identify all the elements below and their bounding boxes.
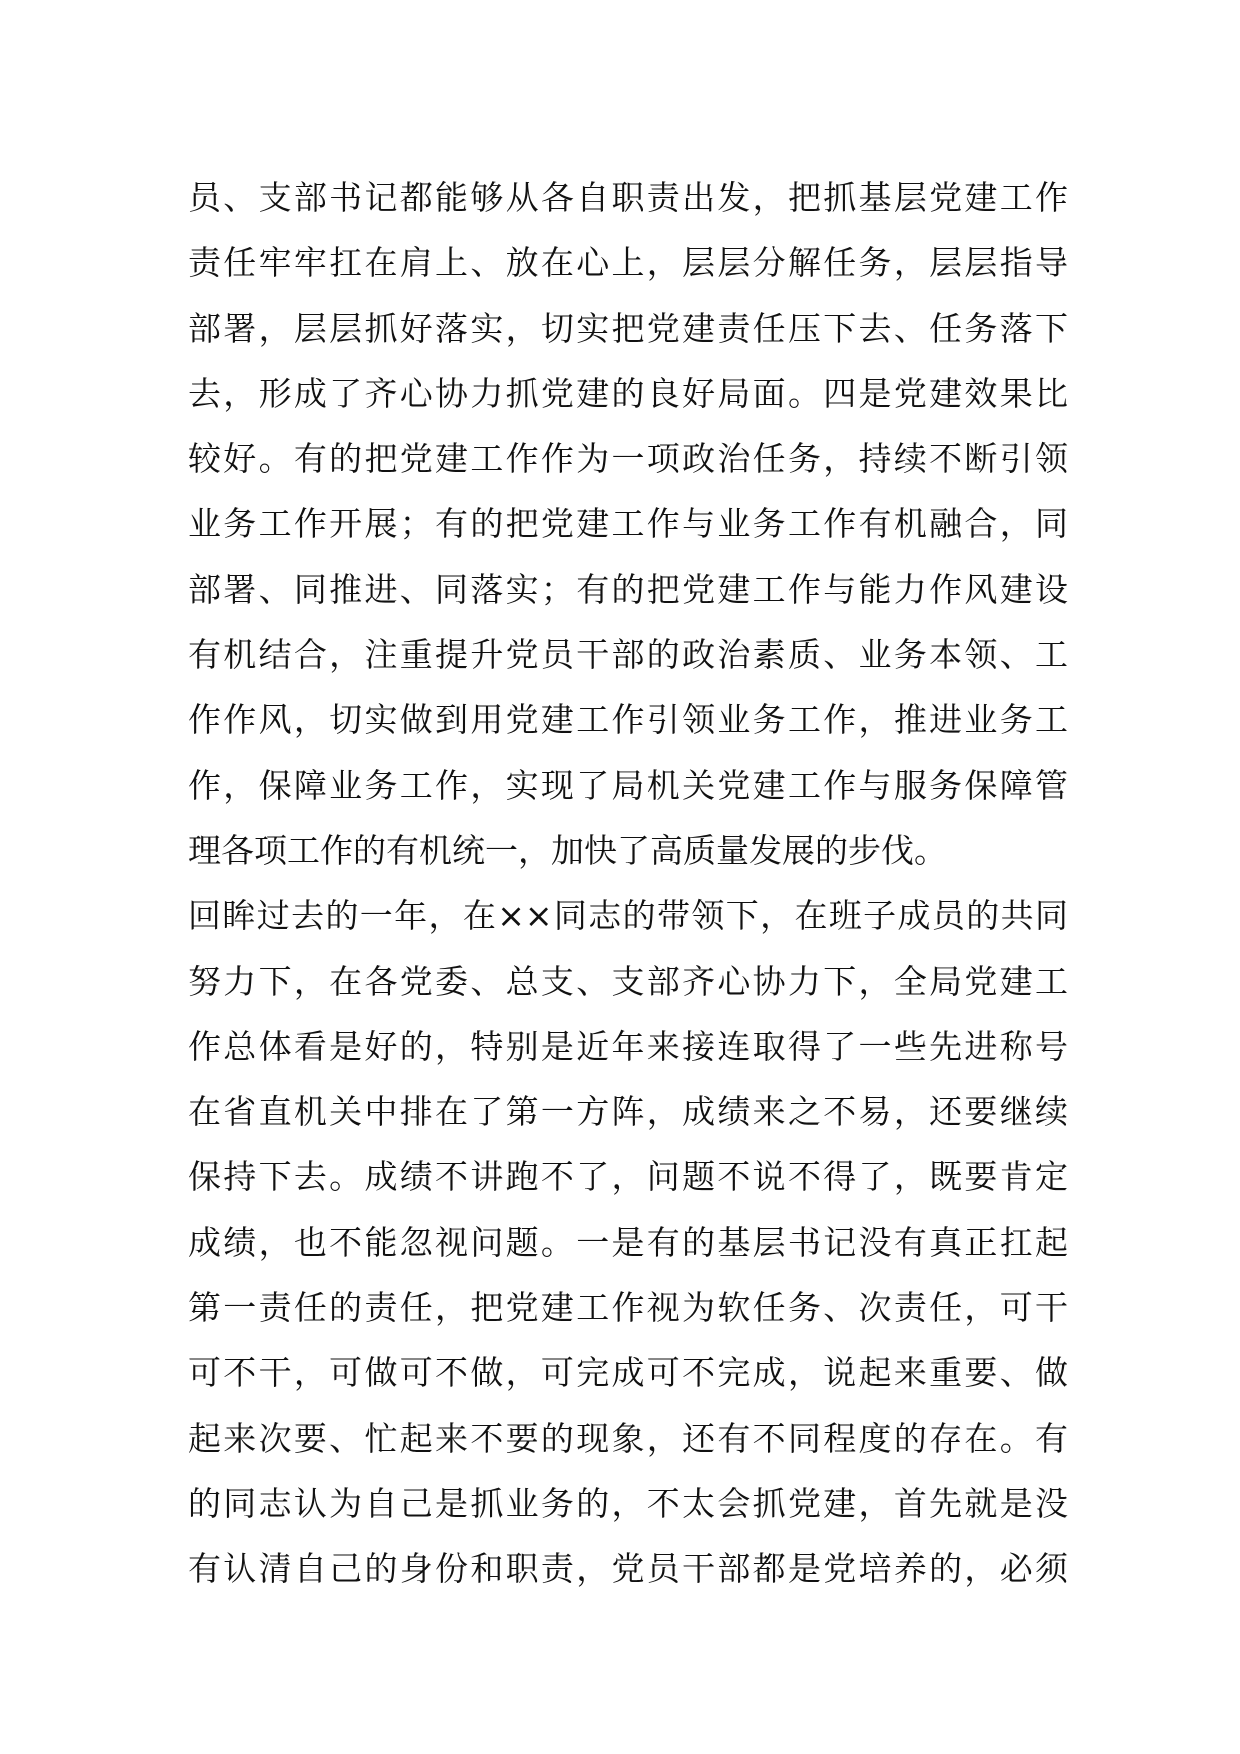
text-line: 起来次要、忙起来不要的现象，还有不同程度的存在。有 [188,1418,1068,1458]
text-line: 员、支部书记都能够从各自职责出发，把抓基层党建工作 [188,178,1068,217]
paragraph-2 [188,883,1068,1601]
text-line: 作作风，切实做到用党建工作引领业务工作，推进业务工 [188,700,1068,740]
paragraph-1 [188,165,1068,883]
text-line: 可不干，可做可不做，可完成可不完成，说起来重要、做 [188,1353,1068,1393]
text-line: 回眸过去的一年，在××同志的带领下，在班子成员的共同 [188,896,1068,936]
text-line: 作，保障业务工作，实现了局机关党建工作与服务保障管 [188,765,1068,805]
document-body [188,165,1068,1602]
text-line: 在省直机关中排在了第一方阵，成绩来之不易，还要继续 [188,1092,1068,1132]
text-line: 的同志认为自己是抓业务的，不太会抓党建，首先就是没 [188,1483,1068,1523]
text-line: 部署、同推进、同落实；有的把党建工作与能力作风建设 [188,569,1068,609]
text-line: 成绩，也不能忽视问题。一是有的基层书记没有真正扛起 [188,1222,1068,1262]
text-line: 部署，层层抓好落实，切实把党建责任压下去、任务落下 [188,308,1068,348]
text-line: 责任牢牢扛在肩上、放在心上，层层分解任务，层层指导 [188,243,1068,283]
text-line: 理各项工作的有机统一，加快了高质量发展的步伐。 [188,830,947,870]
text-line: 有机结合，注重提升党员干部的政治素质、业务本领、工 [188,635,1068,675]
text-line: 去，形成了齐心协力抓党建的良好局面。四是党建效果比 [188,373,1068,413]
text-line: 有认清自己的身份和职责，党员干部都是党培养的，必须 [188,1549,1068,1589]
text-line: 作总体看是好的，特别是近年来接连取得了一些先进称号 [188,1026,1068,1066]
text-line: 努力下，在各党委、总支、支部齐心协力下，全局党建工 [188,961,1068,1001]
text-line: 较好。有的把党建工作作为一项政治任务，持续不断引领 [188,439,1068,479]
text-line: 第一责任的责任，把党建工作视为软任务、次责任，可干 [188,1288,1068,1328]
text-line: 保持下去。成绩不讲跑不了，问题不说不得了，既要肯定 [188,1157,1068,1197]
text-line: 业务工作开展；有的把党建工作与业务工作有机融合，同 [188,504,1068,544]
